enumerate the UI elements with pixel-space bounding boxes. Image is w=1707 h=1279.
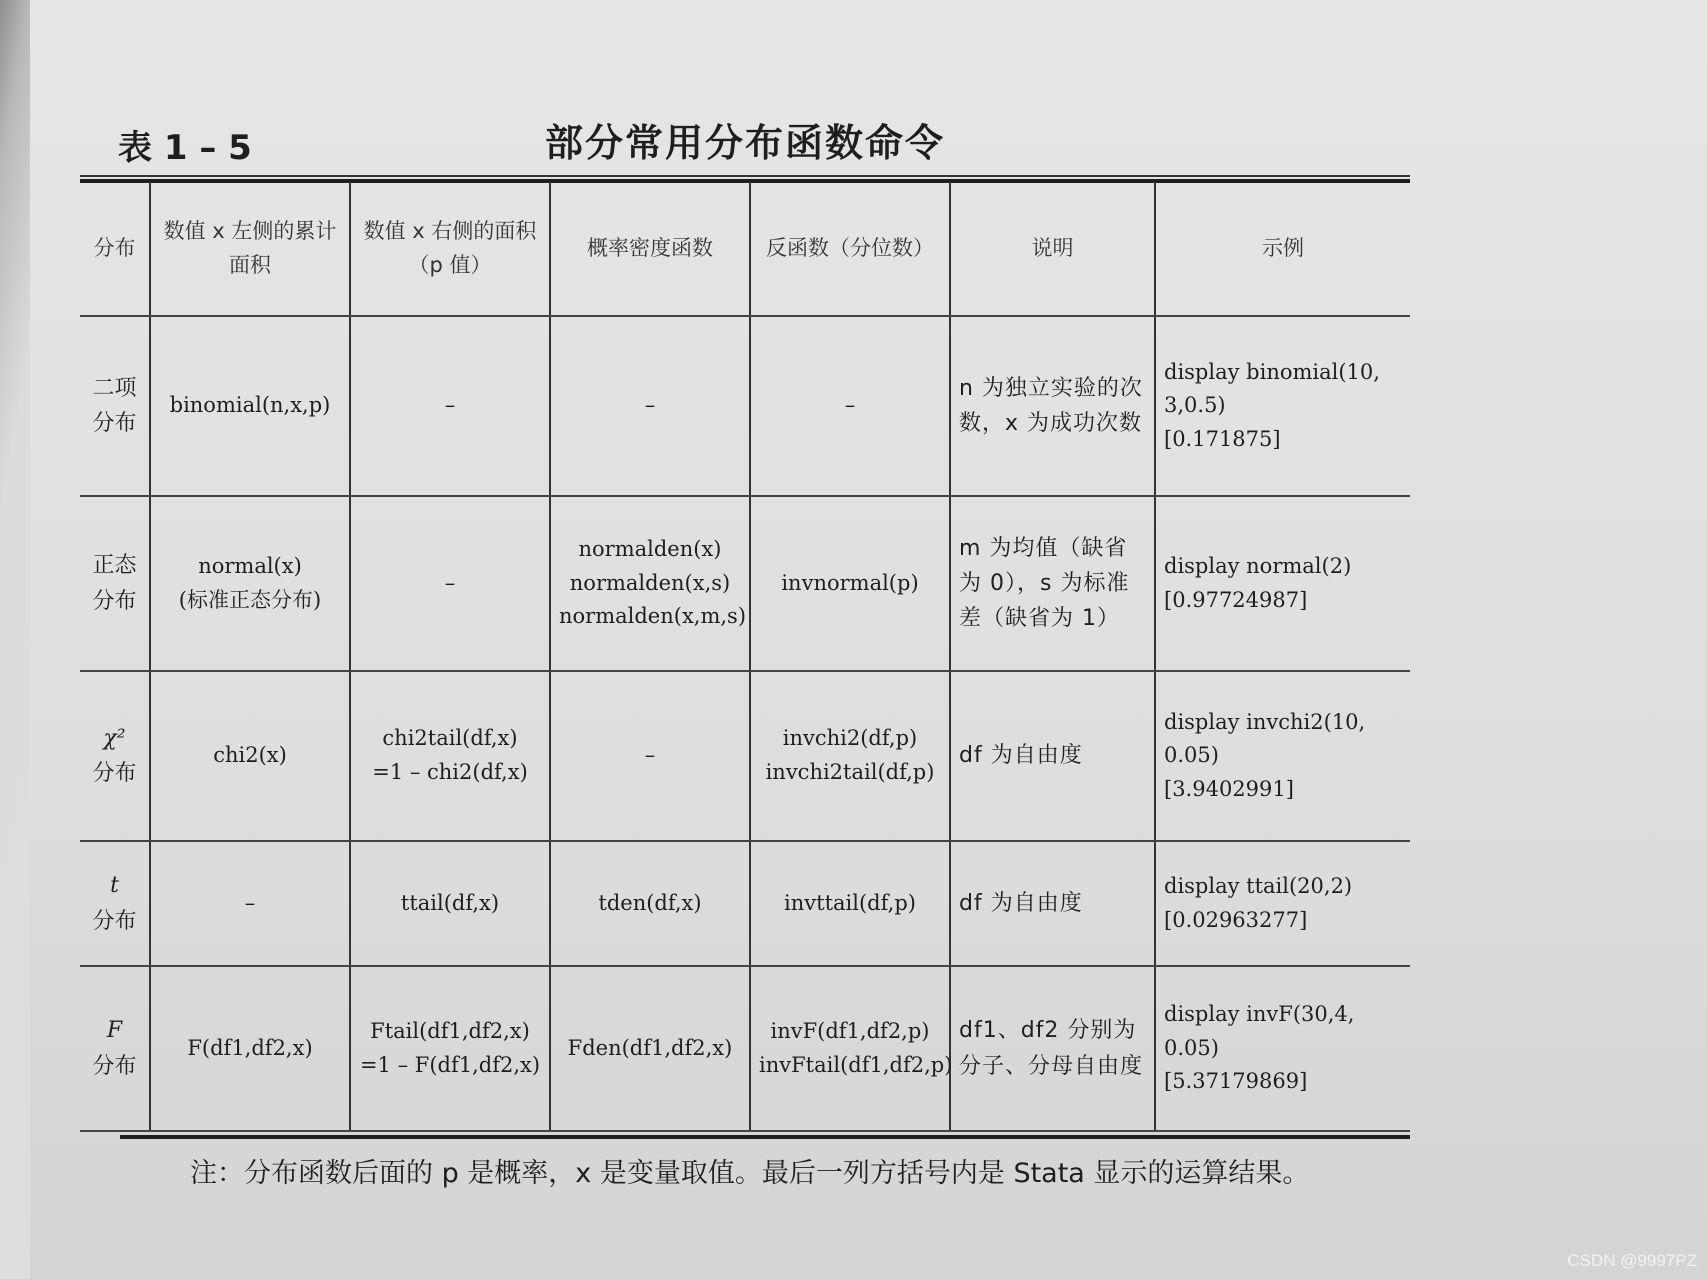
header-row [80,182,1410,316]
cell-inverse [750,671,950,841]
cell-line: invchi2(df,p) [782,726,918,751]
cell-line: normal(x) [198,553,302,578]
cell-right [350,966,550,1131]
cell-description: df 为自由度 [950,841,1155,966]
cell-line: normalden(x) [578,537,722,562]
distribution-label: 分布 [92,761,137,786]
example-line: display ttail(20,2) [1164,873,1353,898]
cell-density [550,316,750,496]
table-row [80,966,1410,1131]
header-cell: 说明 [950,182,1155,316]
cell-example [1155,496,1410,671]
cell-line: chi2(x) [213,743,287,768]
header-cell: 示例 [1155,182,1410,316]
distribution-symbol: χ² [103,725,126,751]
cell-line: tden(df,x) [598,890,702,915]
cell-line: invchi2tail(df,p) [765,760,935,784]
cell-left [150,966,350,1131]
cell-line: =1 – F(df1,df2,x) [359,1052,541,1077]
example-result: [3.9402991] [1164,776,1294,801]
example-line: 0.05) [1164,743,1219,768]
cell-description: n 为独立实验的次数，x 为成功次数 [950,316,1155,496]
example-line: 0.05) [1164,1035,1219,1060]
cell-description: df 为自由度 [950,671,1155,841]
cell-inverse [750,841,950,966]
source-watermark: CSDN @9997PZ [1567,1251,1697,1270]
cell-line: chi2tail(df,x) [382,726,518,751]
header-cell: 概率密度函数 [550,182,750,316]
cell-right [350,496,550,671]
header-cell: 分布 [80,182,150,316]
cell-line: normalden(x,s) [569,570,731,595]
cell-line: – [644,393,656,418]
distribution-name [80,966,150,1131]
table-row [80,671,1410,841]
table-row [80,496,1410,671]
cell-example [1155,316,1410,496]
cell-line: – [444,393,456,418]
distribution-name: 正态分布 [80,496,150,671]
cell-left [150,841,350,966]
bottom-rule [120,1135,1410,1139]
distribution-label: 分布 [92,1053,137,1079]
cell-left [150,496,350,671]
cell-line: F(df1,df2,x) [187,1035,313,1060]
cell-density [550,496,750,671]
cell-example [1155,966,1410,1131]
cell-line: invttail(df,p) [784,890,916,915]
example-line: display normal(2) [1164,553,1352,578]
cell-example [1155,841,1410,966]
cell-density [550,841,750,966]
example-line: 3,0.5) [1164,393,1226,418]
distribution-table [80,182,1410,1132]
top-rule-thin [80,175,1410,177]
table-row [80,841,1410,966]
cell-left [150,316,350,496]
cell-description: m 为均值（缺省为 0），s 为标准差（缺省为 1） [950,496,1155,671]
cell-line: binomial(n,x,p) [169,393,331,418]
example-result: [0.02963277] [1164,907,1308,932]
table-number: 表 1 – 5 [118,128,252,168]
cell-description: df1、df2 分别为分子、分母自由度 [950,966,1155,1131]
cell-line: – [844,393,856,418]
cell-inverse [750,966,953,1131]
cell-line: – [644,743,656,768]
cell-line: =1 – chi2(df,x) [372,760,528,784]
distribution-symbol: F [106,1018,123,1044]
distribution-label: 分布 [92,908,137,934]
cell-example [1155,671,1410,841]
cell-line: Ftail(df1,df2,x) [370,1018,530,1043]
cell-line: Fden(df1,df2,x) [567,1035,733,1060]
example-line: display binomial(10, [1164,359,1380,384]
example-line: display invchi2(10, [1164,709,1366,734]
cell-right [350,841,550,966]
table-title: 部分常用分布函数命令 [545,121,946,165]
example-result: [0.171875] [1164,426,1281,451]
cell-line: ttail(df,x) [400,890,500,915]
distribution-name: 二项分布 [80,316,150,496]
cell-line: (标准正态分布) [178,587,322,612]
cell-left [150,671,350,841]
cell-inverse [750,316,950,496]
cell-density [550,966,750,1131]
cell-line: invnormal(p) [781,570,919,595]
header-cell: 数值 x 左侧的累计面积 [150,182,350,316]
example-result: [5.37179869] [1164,1069,1308,1094]
cell-density [550,671,750,841]
cell-line: – [444,570,456,595]
example-line: display invF(30,4, [1164,1002,1355,1027]
cell-right [350,316,550,496]
distribution-name [80,671,150,841]
cell-line: normalden(x,m,s) [559,604,747,629]
distribution-symbol: t [110,873,119,899]
table-row [80,316,1410,496]
cell-line: invF(df1,df2,p) [770,1018,930,1043]
header-cell: 数值 x 右侧的面积（p 值） [350,182,550,316]
cell-right [350,671,550,841]
cell-line: invFtail(df1,df2,p) [759,1052,953,1077]
distribution-name [80,841,150,966]
example-result: [0.97724987] [1164,587,1308,612]
cell-inverse [750,496,950,671]
table-footnote: 注：分布函数后面的 p 是概率，x 是变量取值。最后一列方括号内是 Stata 显示的运算结果。 [190,1158,1310,1189]
header-cell: 反函数（分位数） [750,182,950,316]
cell-line: – [244,890,256,915]
